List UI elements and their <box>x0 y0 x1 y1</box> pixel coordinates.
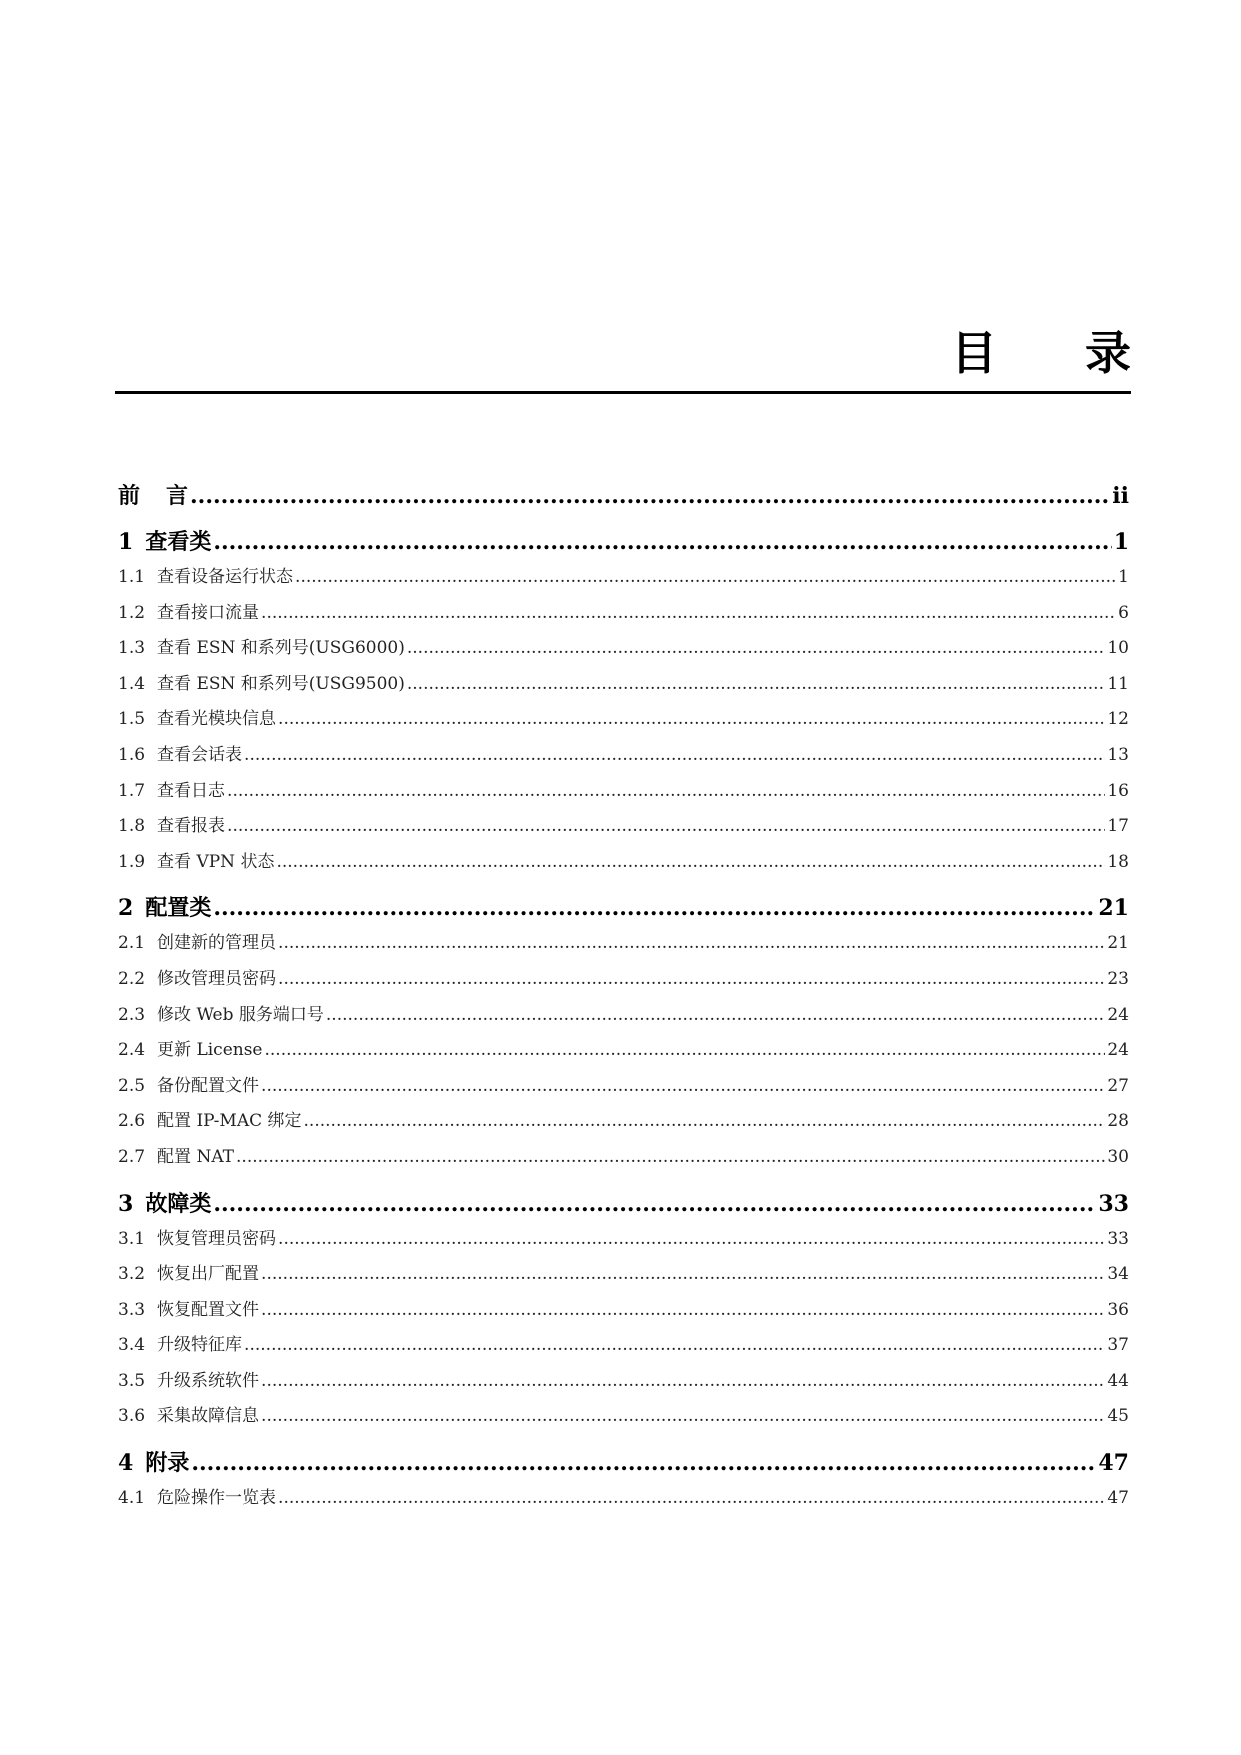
table-of-contents <box>118 478 1129 1517</box>
dot-leader <box>191 1445 1096 1481</box>
toc-entry-label: 查看 ESN 和系列号(USG9500) <box>157 673 405 694</box>
toc-page-number: 21 <box>1098 895 1129 922</box>
dot-leader <box>244 738 1105 774</box>
dot-leader <box>227 809 1105 845</box>
toc-entry-label: 配置类 <box>145 895 212 922</box>
toc-section-row[interactable] <box>118 809 1129 845</box>
toc-entry-number: 2.3 <box>118 1004 146 1025</box>
toc-entry-label: 查看 VPN 状态 <box>157 851 275 872</box>
toc-entry-label: 升级系统软件 <box>157 1370 260 1391</box>
toc-entry-number: 2.2 <box>118 968 146 989</box>
toc-entry-number: 3.4 <box>118 1335 146 1356</box>
toc-section-row[interactable] <box>118 702 1129 738</box>
dot-leader <box>326 998 1105 1034</box>
toc-page-number: 12 <box>1107 709 1129 730</box>
toc-page-number: 24 <box>1107 1004 1129 1025</box>
toc-page-number: 44 <box>1107 1370 1129 1391</box>
toc-page-number: ii <box>1112 483 1129 509</box>
toc-entry-number: 3 <box>118 1190 134 1217</box>
dot-leader <box>261 1364 1105 1400</box>
toc-page-number: 23 <box>1107 968 1129 989</box>
toc-section-row[interactable] <box>118 1293 1129 1329</box>
dot-leader <box>278 1222 1105 1258</box>
toc-entry-label: 故障类 <box>145 1190 212 1217</box>
toc-section-row[interactable] <box>118 845 1129 881</box>
toc-page-number: 33 <box>1107 1228 1129 1249</box>
toc-entry-number: 3.2 <box>118 1264 146 1285</box>
toc-entry-label: 修改管理员密码 <box>157 968 277 989</box>
dot-leader <box>227 774 1105 810</box>
toc-page-number: 45 <box>1107 1406 1129 1427</box>
toc-section-row[interactable] <box>118 774 1129 810</box>
toc-entry-number: 1.4 <box>118 673 146 694</box>
toc-section-row[interactable] <box>118 1140 1129 1176</box>
dot-leader <box>278 702 1105 738</box>
toc-section-row[interactable] <box>118 596 1129 632</box>
toc-page-number: 47 <box>1098 1450 1129 1477</box>
toc-entry-label: 配置 NAT <box>157 1146 235 1167</box>
toc-page-number: 36 <box>1107 1299 1129 1320</box>
dot-leader <box>261 1399 1105 1435</box>
toc-section-row[interactable] <box>118 560 1129 596</box>
toc-section-row[interactable] <box>118 667 1129 703</box>
toc-entry-number: 3.1 <box>118 1228 146 1249</box>
dot-leader <box>407 667 1105 703</box>
toc-page-number: 28 <box>1107 1111 1129 1132</box>
dot-leader <box>278 926 1105 962</box>
dot-leader <box>407 631 1105 667</box>
toc-entry-label: 恢复配置文件 <box>157 1299 260 1320</box>
toc-entry-label: 修改 Web 服务端口号 <box>157 1004 324 1025</box>
toc-section-row[interactable] <box>118 1364 1129 1400</box>
dot-leader <box>261 1257 1105 1293</box>
dot-leader <box>304 1104 1106 1140</box>
toc-section-row[interactable] <box>118 1033 1129 1069</box>
toc-entry-number: 1.2 <box>118 602 146 623</box>
toc-entry-label: 前言 <box>118 483 215 509</box>
toc-page-number: 1 <box>1118 567 1129 587</box>
toc-entry-label: 恢复管理员密码 <box>157 1228 277 1249</box>
toc-entry-label: 升级特征库 <box>157 1335 243 1356</box>
toc-entry-label: 查看会话表 <box>157 744 243 765</box>
toc-entry-number: 2.6 <box>118 1111 146 1132</box>
toc-page-number: 47 <box>1107 1488 1129 1509</box>
toc-entry-label: 创建新的管理员 <box>157 933 277 954</box>
dot-leader <box>244 1328 1105 1364</box>
toc-page-number: 33 <box>1098 1190 1129 1217</box>
toc-section-row[interactable] <box>118 1257 1129 1293</box>
dot-leader <box>278 1481 1105 1517</box>
toc-entry-label: 附录 <box>145 1450 190 1477</box>
toc-section-row[interactable] <box>118 1069 1129 1105</box>
title-rule <box>115 391 1131 394</box>
dot-leader <box>261 596 1116 632</box>
toc-section-row[interactable] <box>118 998 1129 1034</box>
toc-section-row[interactable] <box>118 1328 1129 1364</box>
toc-entry-label: 查看光模块信息 <box>157 709 277 730</box>
toc-entry-number: 2.7 <box>118 1146 146 1167</box>
toc-section-row[interactable] <box>118 962 1129 998</box>
toc-entry-number: 2.4 <box>118 1040 146 1061</box>
toc-entry-label: 查看 ESN 和系列号(USG6000) <box>157 638 405 659</box>
toc-page-number: 18 <box>1107 851 1129 872</box>
toc-entry-number: 2 <box>118 895 134 922</box>
dot-leader <box>276 845 1105 881</box>
toc-page-number: 16 <box>1107 780 1129 801</box>
toc-entry-number: 1.9 <box>118 851 146 872</box>
toc-entry-label: 危险操作一览表 <box>157 1488 277 1509</box>
toc-entry-label: 备份配置文件 <box>157 1075 260 1096</box>
toc-entry-label: 恢复出厂配置 <box>157 1264 260 1285</box>
toc-page-number: 21 <box>1107 933 1129 954</box>
toc-entry-number: 3.3 <box>118 1299 146 1320</box>
toc-entry-number: 1.3 <box>118 638 146 659</box>
dot-leader <box>295 560 1116 596</box>
dot-leader <box>261 1293 1105 1329</box>
dot-leader <box>213 1186 1096 1222</box>
toc-page-number: 24 <box>1107 1040 1129 1061</box>
toc-section-row[interactable] <box>118 1481 1129 1517</box>
toc-page-number: 13 <box>1107 744 1129 765</box>
toc-entry-label: 查看报表 <box>157 816 226 837</box>
toc-page-number: 1 <box>1113 529 1129 555</box>
toc-page-number: 10 <box>1107 638 1129 659</box>
toc-entry-label: 查看类 <box>145 529 212 555</box>
toc-page-number: 30 <box>1107 1146 1129 1167</box>
toc-section-row[interactable] <box>118 738 1129 774</box>
toc-entry-label: 配置 IP-MAC 绑定 <box>157 1111 302 1132</box>
dot-leader <box>261 1069 1105 1105</box>
page-title: 目 录 <box>950 326 1167 380</box>
dot-leader <box>278 962 1105 998</box>
dot-leader <box>265 1033 1106 1069</box>
dot-leader <box>213 524 1111 560</box>
toc-page-number: 17 <box>1107 816 1129 837</box>
toc-chapter-row[interactable] <box>118 890 1129 926</box>
toc-section-row[interactable] <box>118 1399 1129 1435</box>
toc-section-row[interactable] <box>118 631 1129 667</box>
toc-entry-number: 1.8 <box>118 816 146 837</box>
toc-page-number: 11 <box>1107 673 1129 694</box>
toc-section-row[interactable] <box>118 1222 1129 1258</box>
toc-entry-label: 查看日志 <box>157 780 226 801</box>
toc-page-number: 27 <box>1107 1075 1129 1096</box>
toc-entry-label: 更新 License <box>157 1040 263 1061</box>
toc-entry-number: 3.6 <box>118 1406 146 1427</box>
toc-entry-label: 采集故障信息 <box>157 1406 260 1427</box>
toc-entry-number: 1.7 <box>118 780 146 801</box>
toc-chapter-row[interactable] <box>118 524 1129 560</box>
toc-entry-label: 查看接口流量 <box>157 602 260 623</box>
dot-leader <box>236 1140 1105 1176</box>
toc-entry-number: 4 <box>118 1450 134 1477</box>
toc-entry-number: 3.5 <box>118 1370 146 1391</box>
dot-leader <box>213 890 1096 926</box>
toc-page-number: 34 <box>1107 1264 1129 1285</box>
toc-entry-number: 2.5 <box>118 1075 146 1096</box>
toc-section-row[interactable] <box>118 1104 1129 1140</box>
dot-leader <box>190 478 1110 514</box>
toc-entry-label: 查看设备运行状态 <box>157 567 294 587</box>
toc-page-number: 37 <box>1107 1335 1129 1356</box>
toc-entry-number: 1.6 <box>118 744 146 765</box>
toc-page-number: 6 <box>1118 602 1129 623</box>
toc-entry-number: 1 <box>118 529 134 555</box>
toc-chapter-row[interactable] <box>118 1186 1129 1222</box>
toc-chapter-row[interactable] <box>118 1445 1129 1481</box>
toc-entry-number: 2.1 <box>118 933 146 954</box>
toc-section-row[interactable] <box>118 926 1129 962</box>
toc-entry-number: 1.5 <box>118 709 146 730</box>
toc-entry-number: 4.1 <box>118 1488 146 1509</box>
toc-chapter-row[interactable] <box>118 478 1129 514</box>
toc-entry-number: 1.1 <box>118 567 146 587</box>
